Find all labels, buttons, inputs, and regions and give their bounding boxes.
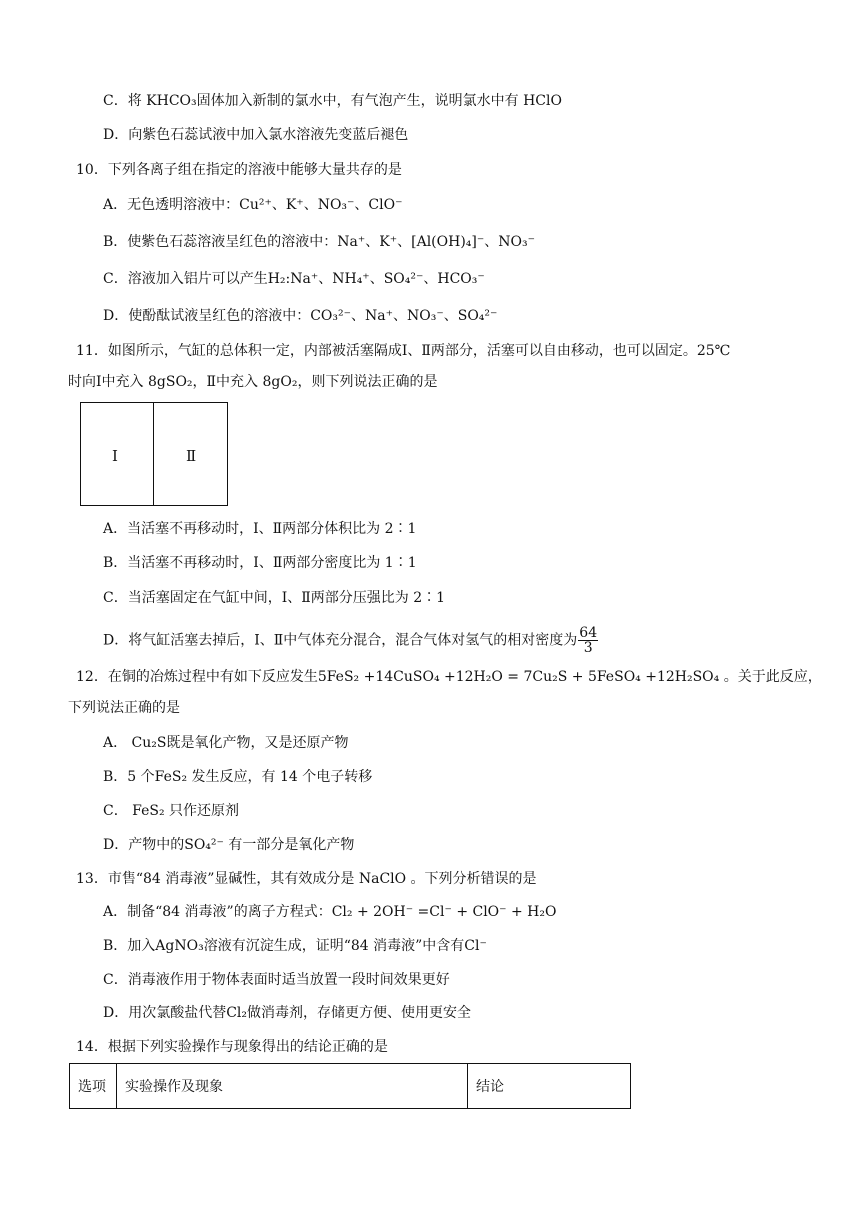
- q12-option-a: A． Cu₂S既是氧化产物，又是还原产物: [103, 735, 349, 751]
- q11-option-b: B．当活塞不再移动时，Ⅰ、Ⅱ两部分密度比为 1∶1: [103, 555, 417, 571]
- q10-stem: 10．下列各离子组在指定的溶液中能够大量共存的是: [76, 162, 402, 178]
- fraction-numerator: 64: [579, 625, 598, 641]
- q14-stem: 14．根据下列实验操作与现象得出的结论正确的是: [76, 1039, 388, 1055]
- table-header-operation: 实验操作及现象: [117, 1064, 468, 1109]
- q11-option-a: A．当活塞不再移动时，Ⅰ、Ⅱ两部分体积比为 2∶1: [103, 521, 417, 537]
- q10-option-a: A．无色透明溶液中：Cu²⁺、K⁺、NO₃⁻、ClO⁻: [103, 197, 403, 213]
- table-header-conclusion: 结论: [468, 1064, 631, 1109]
- q10-option-d: D．使酚酞试液呈红色的溶液中：CO₃²⁻、Na⁺、NO₃⁻、SO₄²⁻: [103, 308, 498, 324]
- experiment-table: [69, 1063, 631, 1109]
- chamber-1-label: Ⅰ: [112, 447, 118, 465]
- q11-stem-line1: 11．如图所示，气缸的总体积一定，内部被活塞隔成Ⅰ、Ⅱ两部分，活塞可以自由移动，也可以固定。25℃: [76, 343, 731, 359]
- fraction-denominator: 3: [583, 640, 593, 656]
- fraction-64-3: [578, 626, 598, 655]
- cylinder-figure: [80, 402, 228, 506]
- q13-option-c: C．消毒液作用于物体表面时适当放置一段时间效果更好: [103, 972, 450, 988]
- table-header-row: [70, 1064, 631, 1109]
- q13-option-b: B．加入AgNO₃溶液有沉淀生成，证明“84 消毒液”中含有Cl⁻: [103, 938, 487, 954]
- q11-stem-line2: 时向Ⅰ中充入 8gSO₂，Ⅱ中充入 8gO₂，则下列说法正确的是: [68, 374, 438, 390]
- q12-stem-line1: 12．在铜的冶炼过程中有如下反应发生5FeS₂ +14CuSO₄ +12H₂O = 7Cu₂S + 5FeSO₄ +12H₂SO₄ 。关于此反应，: [76, 669, 822, 685]
- table-header-option: 选项: [70, 1064, 117, 1109]
- q13-option-a: A．制备“84 消毒液”的离子方程式：Cl₂ + 2OH⁻ =Cl⁻ + ClO⁻ + H₂O: [103, 904, 557, 920]
- q11-option-d: [103, 626, 598, 655]
- chamber-2-label: Ⅱ: [186, 447, 197, 465]
- q12-option-b: B．5 个FeS₂ 发生反应，有 14 个电子转移: [103, 769, 373, 785]
- q9-option-d: D．向紫色石蕊试液中加入氯水溶液先变蓝后褪色: [103, 127, 409, 143]
- q9-option-c: C．将 KHCO₃固体加入新制的氯水中，有气泡产生，说明氯水中有 HClO: [103, 93, 562, 109]
- q13-option-d: D．用次氯酸盐代替Cl₂做消毒剂，存储更方便、使用更安全: [103, 1005, 472, 1021]
- piston-line: [153, 403, 154, 505]
- q12-option-d: D．产物中的SO₄²⁻ 有一部分是氧化产物: [103, 837, 355, 853]
- q12-option-c: C． FeS₂ 只作还原剂: [103, 803, 240, 819]
- q13-stem: 13．市售“84 消毒液”显碱性，其有效成分是 NaClO 。下列分析错误的是: [76, 871, 537, 887]
- q12-stem-line2: 下列说法正确的是: [68, 700, 180, 716]
- q10-option-b: B．使紫色石蕊溶液呈红色的溶液中：Na⁺、K⁺、[Al(OH)₄]⁻、NO₃⁻: [103, 234, 535, 250]
- q11-option-c: C．当活塞固定在气缸中间，Ⅰ、Ⅱ两部分压强比为 2∶1: [103, 590, 446, 606]
- q11-option-d-text: D．将气缸活塞去掉后，Ⅰ、Ⅱ中气体充分混合，混合气体对氢气的相对密度为: [103, 632, 578, 649]
- q10-option-c: C．溶液加入铝片可以产生H₂:Na⁺、NH₄⁺、SO₄²⁻、HCO₃⁻: [103, 271, 485, 287]
